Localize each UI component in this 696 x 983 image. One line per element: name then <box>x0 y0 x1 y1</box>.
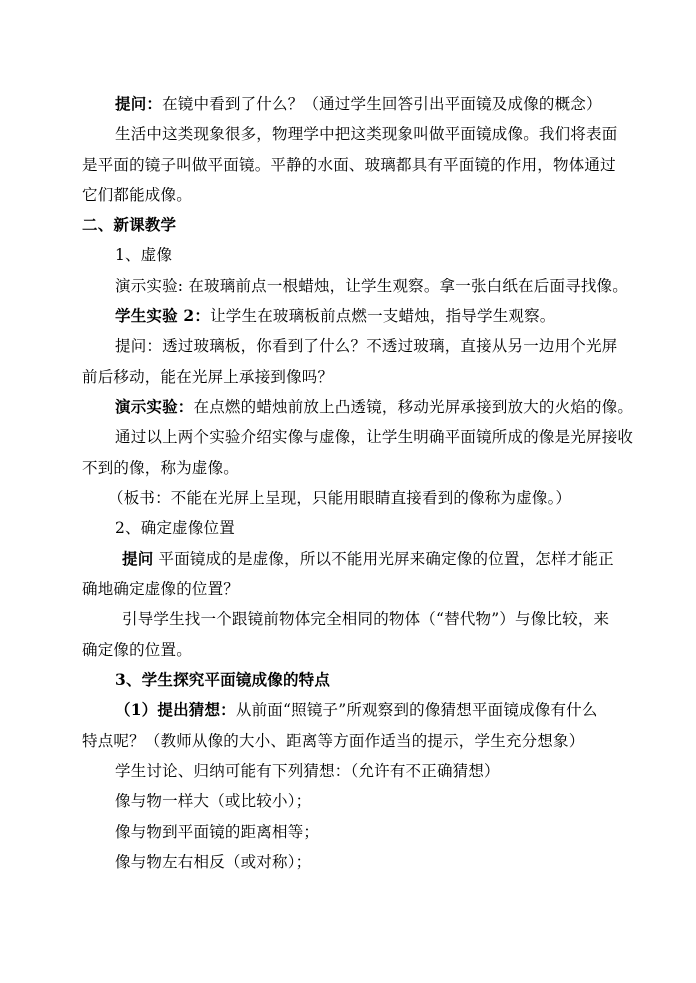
paragraph-demo-experiment-1 <box>115 276 628 296</box>
line-text: 确地确定虚像的位置？ <box>82 580 240 598</box>
paragraph-plane-mirror-line-3 <box>82 185 192 205</box>
list-item-hypothesis-symmetry <box>115 852 311 872</box>
paragraph-question-glass-line-2 <box>82 367 333 387</box>
paragraph-hypothesis-line-2 <box>82 731 584 751</box>
bold-label: 学生实验 2： <box>115 306 211 325</box>
subheading-explore-characteristics <box>115 670 330 690</box>
subheading-locate-virtual-image <box>115 518 235 538</box>
paragraph-substitute-line-1 <box>122 609 609 629</box>
line-text: （板书：不能在光屏上呈现，只能用眼睛直接看到的像称为虚像。） <box>108 489 572 507</box>
line-text: 在点燃的蜡烛前放上凸透镜，移动光屏承接到放大的火焰的像。 <box>193 398 634 416</box>
paragraph-real-virtual-line-2 <box>82 458 239 478</box>
line-text: 它们都能成像。 <box>82 186 192 204</box>
line-text: 演示实验: 在玻璃前点一根蜡烛，让学生观察。拿一张白纸在后面寻找像。 <box>115 277 628 295</box>
paragraph-real-virtual-line-1 <box>115 427 633 447</box>
line-text: 确定像的位置。 <box>82 641 192 659</box>
list-item-hypothesis-size <box>115 791 311 811</box>
bold-label: 3、学生探究平面镜成像的特点 <box>115 670 331 689</box>
paragraph-blackboard-note <box>108 488 571 508</box>
paragraph-discussion <box>115 761 500 781</box>
line-text: 通过以上两个实验介绍实像与虚像，让学生明确平面镜所成的像是光屏接收 <box>115 428 634 446</box>
bold-label: 演示实验： <box>115 397 194 416</box>
paragraph-plane-mirror-line-1 <box>115 124 617 144</box>
list-item-hypothesis-distance <box>115 822 319 842</box>
paragraph-question-position-line-1 <box>122 549 614 569</box>
line-text: 从前面“照镜子”所观察到的像猜想平面镜成像有什么 <box>235 701 598 719</box>
line-text: 平面镜成的是虚像，所以不能用光屏来确定像的位置，怎样才能正 <box>153 550 614 568</box>
line-text: 提问：透过玻璃板，你看到了什么？不透过玻璃，直接从另一边用个光屏 <box>115 337 618 355</box>
line-text: 学生讨论、归纳可能有下列猜想：（允许有不正确猜想） <box>115 762 500 780</box>
paragraph-student-experiment-2 <box>115 306 556 326</box>
line-text: 2、确定虚像位置 <box>115 519 235 537</box>
line-text: 生活中这类现象很多，物理学中把这类现象叫做平面镜成像。我们将表面 <box>115 125 618 143</box>
line-text: 像与物左右相反（或对称）； <box>115 853 312 871</box>
line-text: 引导学生找一个跟镜前物体完全相同的物体（“替代物”）与像比较，来 <box>122 610 610 628</box>
bold-label: （1）提出猜想： <box>115 700 236 719</box>
section-heading-new-lesson <box>82 215 176 235</box>
section-heading: 二、新课教学 <box>82 215 177 234</box>
subheading-virtual-image <box>115 245 172 265</box>
paragraph-question-glass-line-1 <box>115 336 617 356</box>
paragraph-demo-experiment-lens <box>115 397 633 417</box>
line-text: 不到的像，称为虚像。 <box>82 459 240 477</box>
bold-label: 提问 <box>122 549 154 568</box>
paragraph-hypothesis-line-1 <box>115 700 598 720</box>
line-text: 像与物到平面镜的距离相等； <box>115 823 320 841</box>
paragraph-substitute-line-2 <box>82 640 192 660</box>
paragraph-plane-mirror-line-2 <box>82 155 616 175</box>
line-text: 在镜中看到了什么？（通过学生回答引出平面镜及成像的概念） <box>162 95 602 113</box>
line-text: 特点呢？（教师从像的大小、距离等方面作适当的提示，学生充分想象） <box>82 732 585 750</box>
bold-label: 提问： <box>115 94 163 113</box>
line-text: 像与物一样大（或比较小）； <box>115 792 312 810</box>
paragraph-question-position-line-2 <box>82 579 239 599</box>
line-text: 让学生在玻璃板前点燃一支蜡烛，指导学生观察。 <box>210 307 556 325</box>
paragraph-question-mirror <box>115 94 602 114</box>
line-text: 前后移动，能在光屏上承接到像吗？ <box>82 368 334 386</box>
line-text: 是平面的镜子叫做平面镜。平静的水面、玻璃都具有平面镜的作用，物体通过 <box>82 156 616 174</box>
line-text: 1、虚像 <box>115 246 173 264</box>
